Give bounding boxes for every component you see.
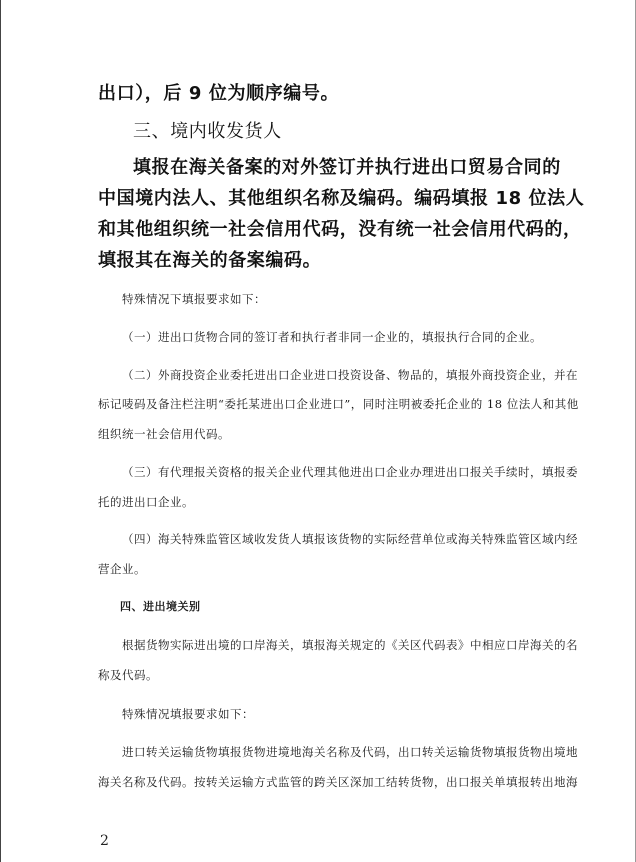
section-heading-4: 四、进出境关别: [120, 600, 201, 613]
paragraph-4-line: 根据货物实际进出境的口岸海关，填报海关规定的《关区代码表》中相应口岸海关的名: [122, 638, 578, 652]
paragraph-line: 和其他组织统一社会信用代码，没有统一社会信用代码的，: [98, 219, 582, 240]
special-intro-2: 特殊情况填报要求如下：: [122, 707, 254, 721]
list-item-1: （一）进出口货物合同的签订者和执行者非同一企业的，填报执行合同的企业。: [122, 330, 542, 344]
list-item-3-line: 托的进出口企业。: [98, 495, 194, 509]
paragraph-5-line: 海关名称及代码。按转关运输方式监管的跨关区深加工结转货物，出口报关单填报转出地海: [98, 775, 578, 789]
list-item-4-line: 营企业。: [98, 562, 146, 576]
list-item-2-line: 组织统一社会信用代码。: [98, 427, 230, 441]
paragraph-4-line: 称及代码。: [98, 668, 158, 682]
section-heading-3: 三、境内收发货人: [133, 121, 282, 142]
list-item-3-line: （三）有代理报关资格的报关企业代理其他进出口企业办理进出口报关手续时，填报委: [122, 465, 578, 479]
paragraph-5-line: 进口转关运输货物填报货物进境地海关名称及代码，出口转关运输货物填报货物出境地: [122, 745, 578, 759]
paragraph-line: 填报其在海关的备案编码。: [98, 250, 322, 271]
list-item-2-line: 标记唛码及备注栏注明“委托某进出口企业进口”，同时注明被委托企业的 18 位法人和其他: [98, 397, 579, 411]
list-item-2-line: （二）外商投资企业委托进出口企业进口投资设备、物品的，填报外商投资企业，并在: [122, 368, 578, 382]
paragraph-line: 中国境内法人、其他组织名称及编码。编码填报 18 位法人: [98, 188, 585, 209]
special-intro: 特殊情况下填报要求如下：: [122, 292, 266, 306]
paragraph-line: 填报在海关备案的对外签订并执行进出口贸易合同的: [133, 157, 561, 178]
text-line: 出口），后 9 位为顺序编号。: [98, 83, 340, 104]
page-number: 2: [100, 833, 109, 849]
list-item-4-line: （四）海关特殊监管区域收发货人填报该货物的实际经营单位或海关特殊监管区域内经: [122, 532, 578, 546]
